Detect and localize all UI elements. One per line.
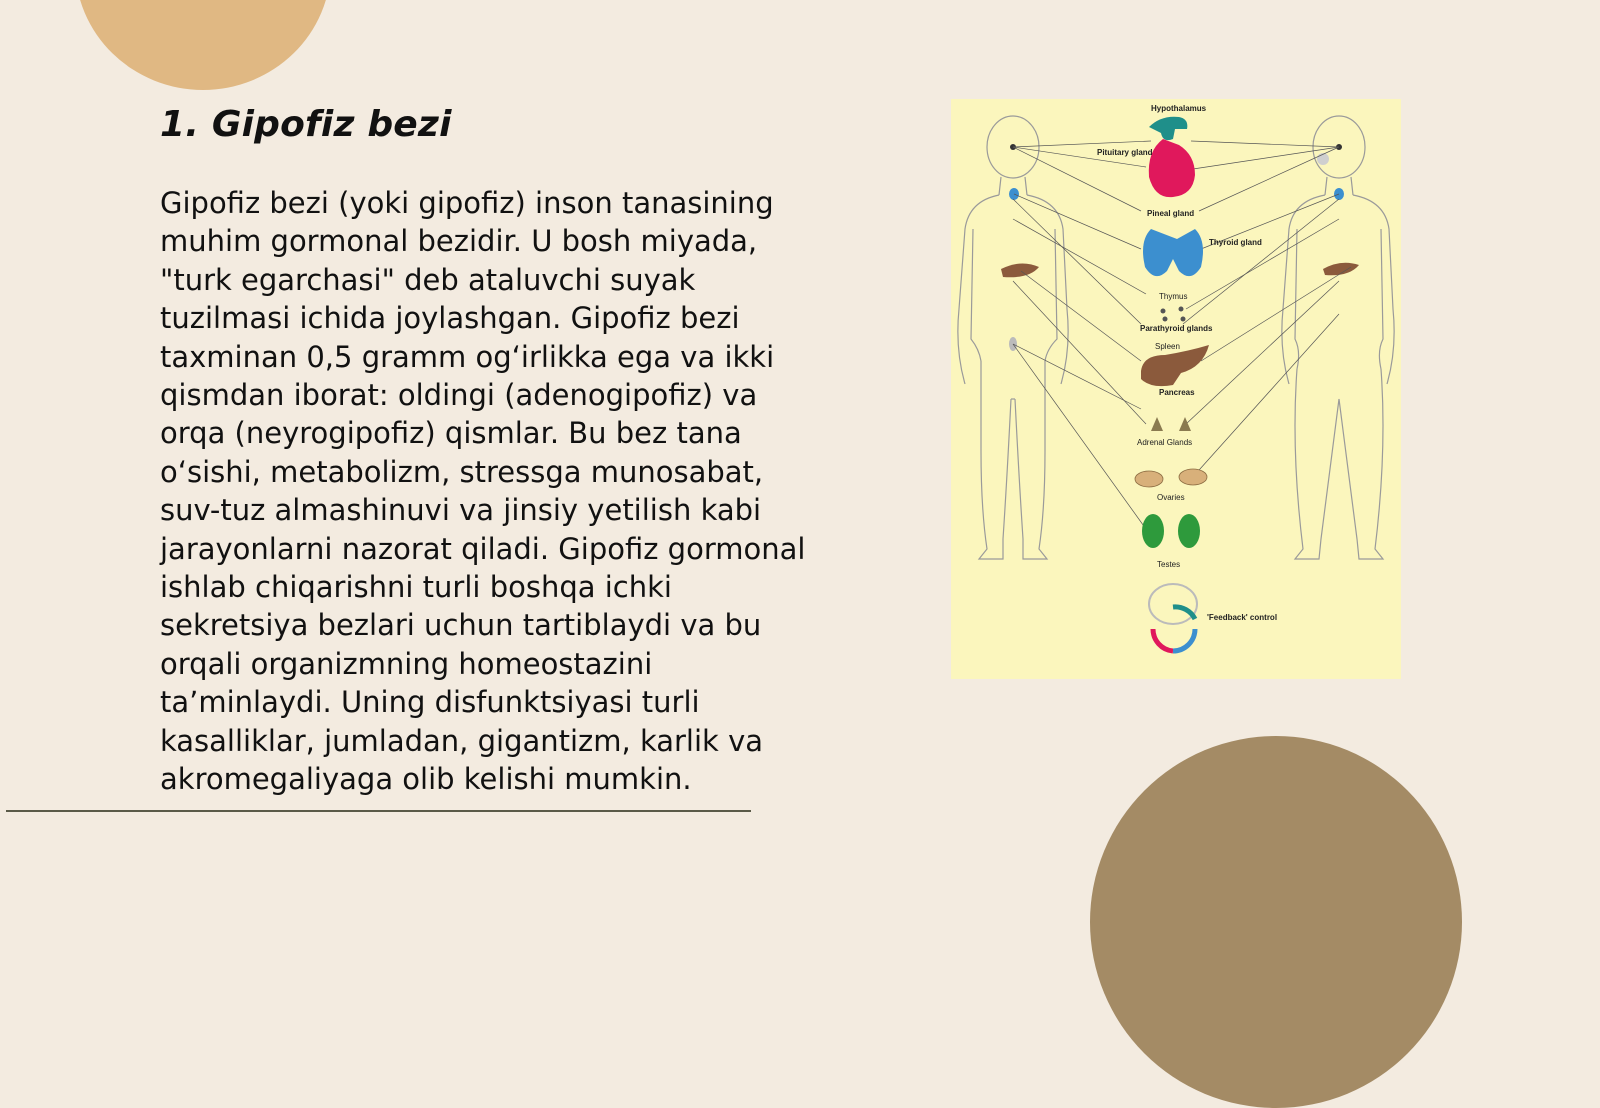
label-pancreas: Pancreas [1159, 388, 1195, 397]
adrenal-shapes [1151, 417, 1191, 431]
slide-body-text: Gipofiz bezi (yoki gipofiz) inson tanasining muhim gormonal bezidir. U bosh miyada, "turk egarchasi" deb ataluvchi suyak tuzilmasi ichida joylashgan. Gipofiz bezi taxminan 0,5 gramm og‘irlikka ega va ikki qismdan iborat: oldingi (adenogipofiz) va orqa (neyrogipofiz) qismlar. Bu bez tana o‘sishi, metabolizm, stressga munosabat, suv-tuz almashinuvi va jinsiy yetilish kabi jarayonlarni nazorat qiladi. Gipofiz gormonal ishlab chiqarishni turli boshqa ichki sekretsiya bezlari uchun tartiblaydi va bu orqali organizmning homeostazini ta’minlaydi. Uning disfunktsiyasi turli kasalliklar, jumladan, gigantizm, karlik va akromegaliyaga olib kelishi mumkin. [160, 186, 806, 797]
hypothalamus-shape [1149, 117, 1187, 140]
label-spleen: Spleen [1155, 342, 1180, 351]
pituitary-shape [1149, 139, 1195, 197]
connector-lines [1013, 141, 1351, 529]
label-feedback: 'Feedback' control [1207, 613, 1278, 622]
feedback-cycle [1149, 584, 1197, 651]
decorative-circle-top [75, 0, 331, 90]
female-figure [1282, 116, 1394, 559]
label-ovaries: Ovaries [1157, 493, 1185, 502]
ovary-right [1179, 469, 1207, 485]
testis-left [1142, 514, 1164, 548]
label-testes: Testes [1157, 560, 1181, 569]
label-adrenal: Adrenal Glands [1137, 438, 1193, 447]
ovary-left [1135, 471, 1163, 487]
label-parathyroid: Parathyroid glands [1140, 324, 1213, 333]
endocrine-system-diagram [951, 99, 1401, 679]
testis-right [1178, 514, 1200, 548]
label-pituitary: Pituitary gland [1097, 148, 1153, 157]
label-thymus: Thymus [1159, 292, 1188, 301]
label-hypothalamus: Hypothalamus [1151, 104, 1207, 113]
central-organs [1135, 117, 1209, 651]
parathyroid-dots [1161, 307, 1186, 322]
thyroid-shape [1143, 229, 1203, 276]
pancreas-shape [1141, 345, 1209, 386]
label-pineal: Pineal gland [1147, 209, 1195, 218]
divider-line [6, 810, 751, 812]
decorative-circle-bottom [1090, 736, 1462, 1108]
label-thyroid: Thyroid gland [1209, 238, 1262, 247]
slide-title: 1. Gipofiz bezi [160, 104, 452, 145]
